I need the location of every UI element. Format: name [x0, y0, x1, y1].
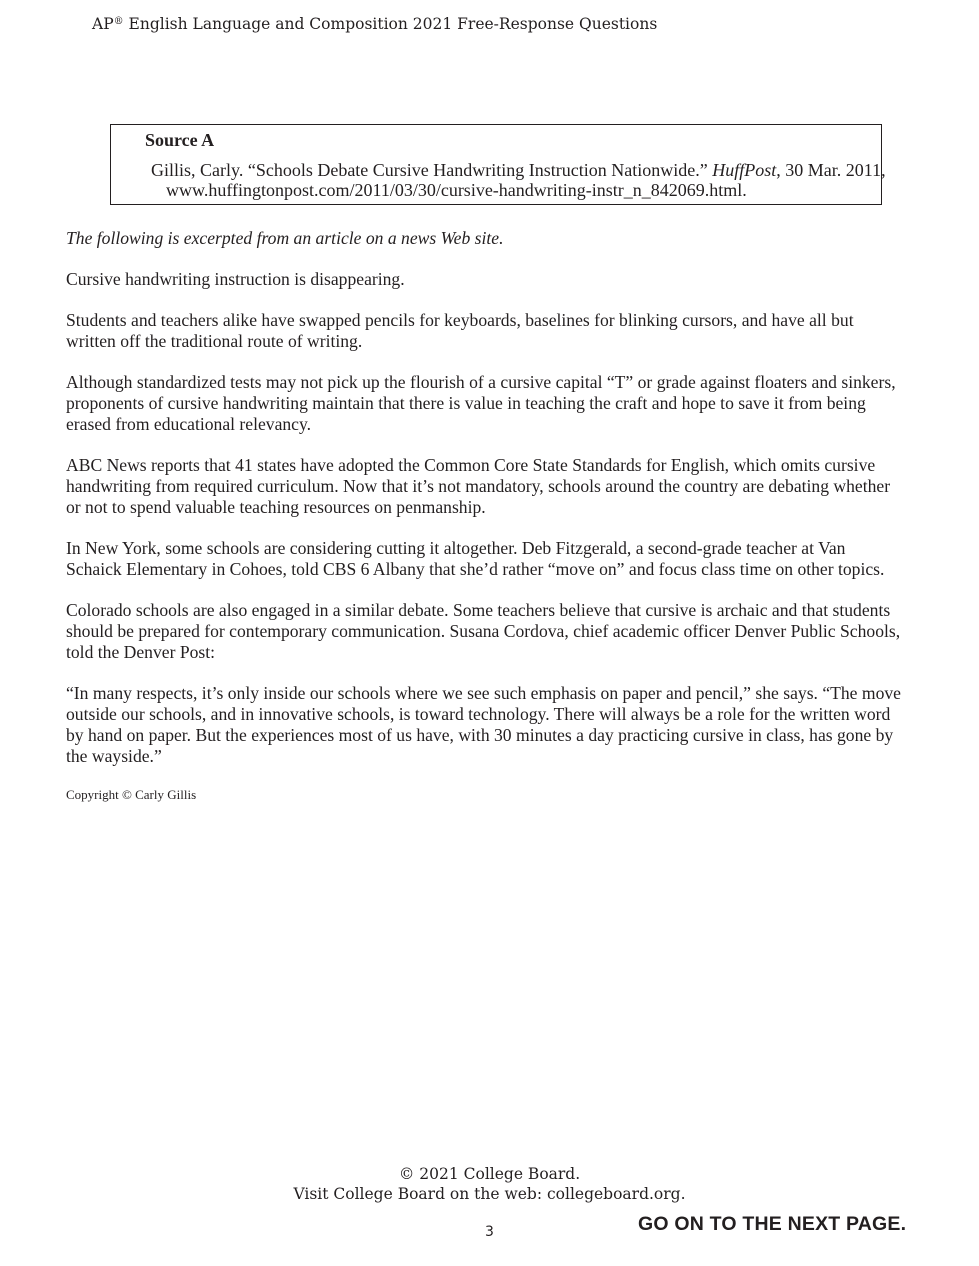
article-paragraph: Cursive handwriting instruction is disappearing. — [66, 269, 405, 289]
source-title: Source A — [145, 130, 215, 150]
article-intro: The following is excerpted from an article on a news Web site. — [66, 228, 504, 248]
citation-rest: , 30 Mar. 2011, www.huffingtonpost.com/2011/03/30/cursive-handwriting-instr_n_842069.html. — [166, 160, 886, 200]
citation-author: Gillis, Carly. “Schools Debate Cursive Handwriting Instruction Nationwide.” — [151, 160, 713, 180]
page-number: 3 — [485, 1224, 494, 1240]
source-citation-box — [110, 124, 886, 205]
citation-publication: HuffPost — [712, 160, 777, 180]
article-paragraph: Although standardized tests may not pick up the flourish of a cursive capital “T” or grade against floaters and sinkers, proponents of cursive handwriting maintain that there is value in teaching the craft and hope to save it from being erased from educational relevancy. — [66, 372, 896, 434]
article-paragraph: Students and teachers alike have swapped pencils for keyboards, baselines for blinking cursors, and have all but written off the traditional route of writing. — [66, 310, 854, 351]
article-paragraph: ABC News reports that 41 states have adopted the Common Core State Standards for English, which omits cursive handwriting from required curriculum. Now that it’s not mandatory, schools around the country are debating whether or not to spend valuable teaching resources on penmanship. — [66, 455, 891, 517]
article-paragraph: Colorado schools are also engaged in a similar debate. Some teachers believe that cursive is archaic and that students should be prepared for contemporary communication. Susana Cordova, chief academic officer Denver Public Schools, told the Denver Post: — [66, 600, 901, 662]
page-footer — [0, 1164, 979, 1204]
footer-copyright: © 2021 College Board. — [398, 1165, 581, 1183]
source-citation — [151, 160, 888, 200]
header-prefix: AP — [92, 15, 114, 33]
article-paragraph: “In many respects, it’s only inside our schools where we see such emphasis on paper and pencil,” she says. “The move outside our schools, and in innovative schools, is toward technology. There will always be a role for the written word by hand on paper. But the experiences most of us have, with 30 minutes a day practicing cursive in class, has gone by the wayside.” — [66, 683, 901, 766]
next-page-notice: GO ON TO THE NEXT PAGE. — [638, 1213, 907, 1235]
header-title: English Language and Composition 2021 Free-Response Questions — [123, 15, 658, 33]
article-body — [66, 228, 904, 803]
registered-mark: ® — [113, 16, 124, 27]
page-header — [92, 15, 657, 33]
article-paragraph: In New York, some schools are considering cutting it altogether. Deb Fitzgerald, a second-grade teacher at Van Schaick Elementary in Cohoes, told CBS 6 Albany that she’d rather “move on” and focus class time on other topics. — [66, 538, 885, 579]
footer-website: Visit College Board on the web: collegeboard.org. — [293, 1185, 686, 1203]
article-copyright: Copyright © Carly Gillis — [66, 787, 197, 802]
